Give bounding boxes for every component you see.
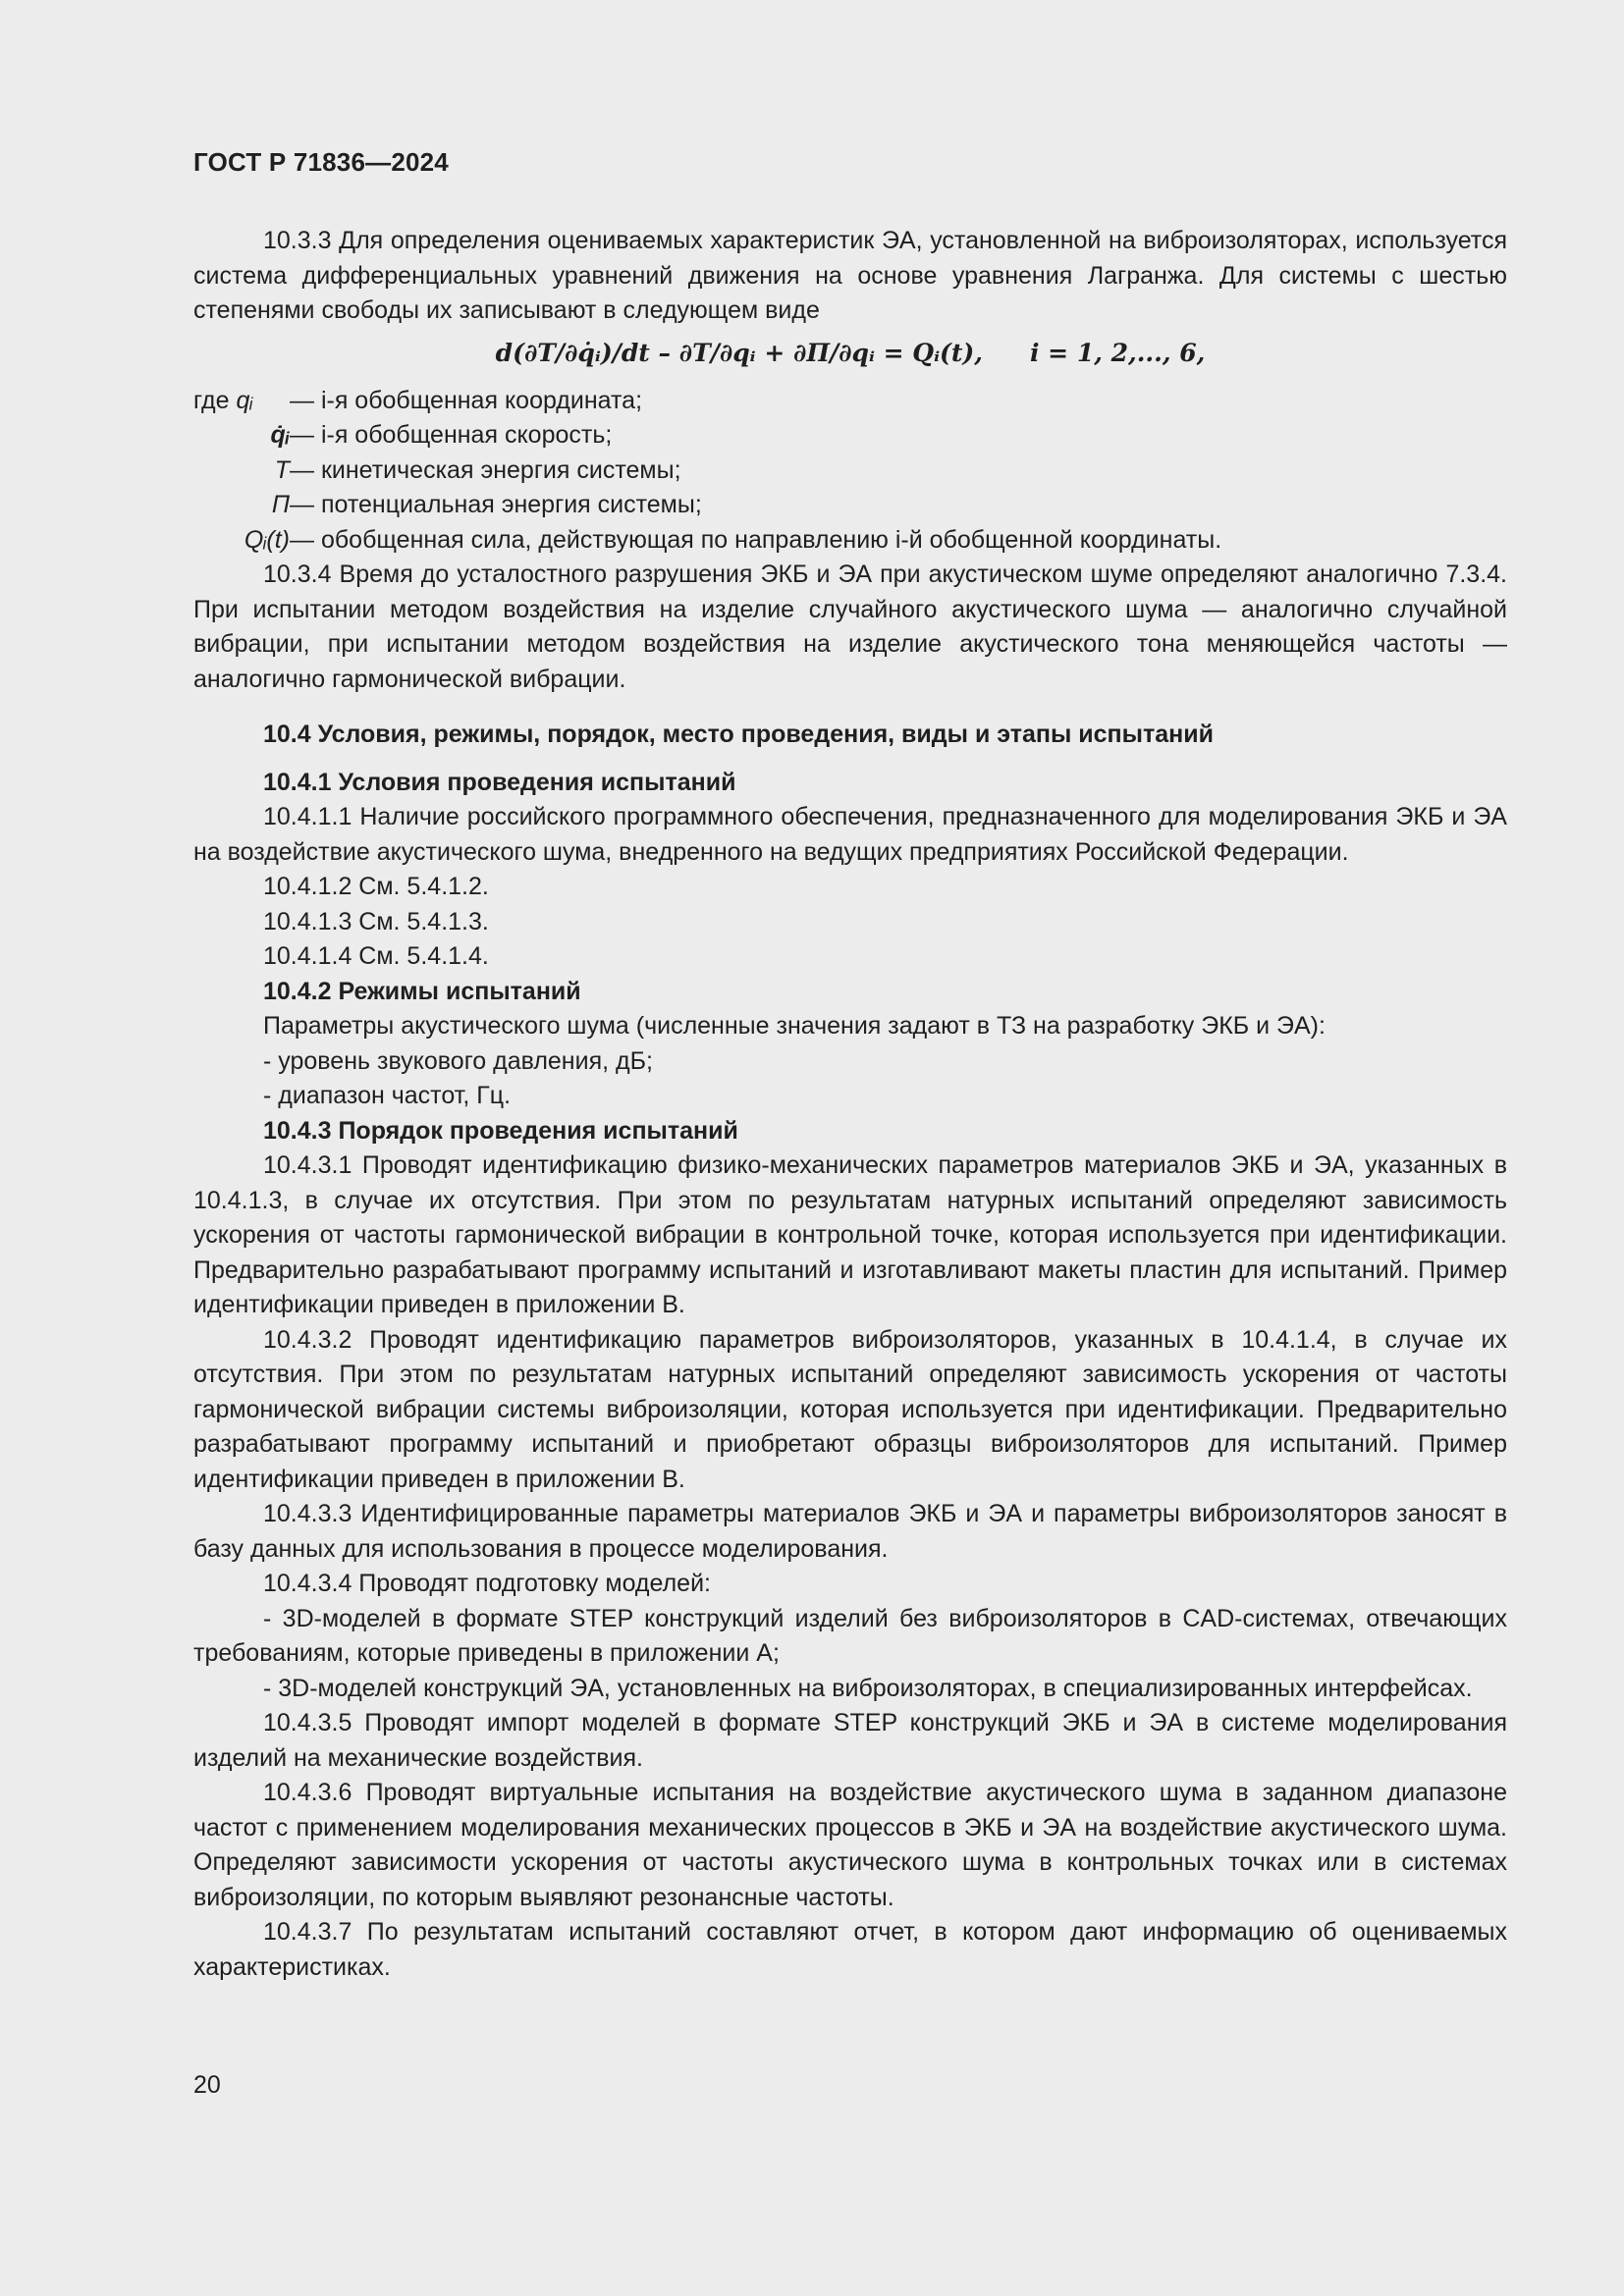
paragraph-10-4-1-4: 10.4.1.4 См. 5.4.1.4. <box>263 942 489 970</box>
definition-row <box>193 488 1507 523</box>
section-heading-10-4: 10.4 Условия, режимы, порядок, место проведения, виды и этапы испытаний <box>263 721 1214 748</box>
paragraph-10-4-3-4: 10.4.3.4 Проводят подготовку моделей: <box>263 1570 711 1597</box>
paragraph-10-4-3-5: 10.4.3.5 Проводят импорт моделей в формате STEP конструкций ЭКБ и ЭА в системе моделирования изделий на механические воздействия. <box>193 1709 1507 1772</box>
definition-symbol: q̇ᵢ <box>270 421 290 449</box>
paragraph-10-4-3-7: 10.4.3.7 По результатам испытаний составляют отчет, в котором дают информацию об оцениваемых характеристиках. <box>193 1918 1507 1981</box>
definition-row <box>193 418 1507 454</box>
definition-text: — i-я обобщенная координата; <box>290 386 643 414</box>
where-prefix: где <box>193 386 230 414</box>
list-item: - 3D-моделей в формате STEP конструкций изделий без виброизоляторов в CAD-системах, отвечающих требованиям, которые приведены в приложении А; <box>193 1604 1507 1667</box>
paragraph-10-4-3-2: 10.4.3.2 Проводят идентификацию параметров виброизоляторов, указанных в 10.4.1.4, в случае их отсутствия. При этом по результатам натурных испытаний определяют зависимость ускорения от частоты гармонической вибрации системы виброизоляции, которая используется при идентификации. Предварительно разрабатывают программу испытаний и приобретают образцы виброизоляторов для испытаний. Пример идентификации приведен в приложении В. <box>193 1325 1507 1493</box>
definition-text: — потенциальная энергия системы; <box>290 491 702 518</box>
list-item: - уровень звукового давления, дБ; <box>263 1046 653 1075</box>
symbol-definitions <box>193 384 1507 559</box>
paragraph-10-3-3: 10.3.3 Для определения оцениваемых характеристик ЭА, установленной на виброизоляторах, используется система дифференциальных уравнений движения на основе уравнения Лагранжа. Для системы с шестью степенями свободы их записывают в следующем виде <box>193 227 1507 324</box>
paragraph-10-4-3-6: 10.4.3.6 Проводят виртуальные испытания на воздействие акустического шума в заданном диапазоне частот с применением моделирования механических процессов в ЭКБ и ЭА на воздействие акустического шума. Определяют зависимости ускорения от частоты акустического шума в контрольных точках или в системах виброизоляции, по которым выявляют резонансные частоты. <box>193 1779 1507 1911</box>
definition-symbol: Qᵢ(t) <box>244 525 290 554</box>
paragraph-10-4-3-1: 10.4.3.1 Проводят идентификацию физико-механических параметров материалов ЭКБ и ЭА, указанных в 10.4.1.3, в случае их отсутствия. При этом по результатам натурных испытаний определяют зависимость ускорения от частоты гармонической вибрации в контрольной точке, которая используется при идентификации. Предварительно разрабатывают программу испытаний и изготавливают макеты пластин для испытаний. Пример идентификации приведен в приложении В. <box>193 1151 1507 1318</box>
paragraph-10-3-4: 10.3.4 Время до усталостного разрушения ЭКБ и ЭА при акустическом шуме определяют аналогично 7.3.4. При испытании методом воздействия на изделие случайного акустического шума — аналогично случайной вибрации, при испытании методом воздействия на изделие акустического тона меняющейся частоты — аналогично гармонической вибрации. <box>193 561 1507 693</box>
definition-symbol: qᵢ <box>236 386 253 414</box>
page-number: 20 <box>193 2071 221 2099</box>
definition-text: — обобщенная сила, действующая по направлению i-й обобщенной координаты. <box>290 525 1222 554</box>
definition-row <box>193 384 1507 419</box>
paragraph-10-4-1-1: 10.4.1.1 Наличие российского программного обеспечения, предназначенного для моделирования ЭКБ и ЭА на воздействие акустического шума, внедренного на ведущих предприятиях Российской Федерации. <box>193 803 1507 866</box>
list-item: - 3D-моделей конструкций ЭА, установленных на виброизоляторах, в специализированных интерфейсах. <box>263 1674 1473 1702</box>
list-item: - диапазон частот, Гц. <box>263 1082 512 1109</box>
formula-index: i = 1, 2,..., 6, <box>1029 338 1206 367</box>
document-header: ГОСТ Р 71836—2024 <box>193 147 449 177</box>
definition-row <box>193 523 1507 559</box>
subsection-heading-10-4-3: 10.4.3 Порядок проведения испытаний <box>263 1116 738 1145</box>
lagrange-equation <box>193 333 1507 374</box>
definition-text: — кинетическая энергия системы; <box>290 455 681 484</box>
formula-equation: d(∂T/∂q̇ᵢ)/dt – ∂T/∂qᵢ + ∂П/∂qᵢ = Qᵢ(t), <box>495 338 983 367</box>
paragraph-10-4-2-intro: Параметры акустического шума (численные значения задают в ТЗ на разработку ЭКБ и ЭА): <box>263 1012 1326 1040</box>
subsection-heading-10-4-2: 10.4.2 Режимы испытаний <box>263 977 581 1005</box>
definition-symbol: T <box>274 455 290 484</box>
paragraph-10-4-1-3: 10.4.1.3 См. 5.4.1.3. <box>263 907 489 935</box>
definition-row <box>193 454 1507 489</box>
document-body <box>193 224 1507 1985</box>
paragraph-10-4-1-2: 10.4.1.2 См. 5.4.1.2. <box>263 873 489 900</box>
definition-text: — i-я обобщенная скорость; <box>290 421 613 449</box>
paragraph-10-4-3-3: 10.4.3.3 Идентифицированные параметры материалов ЭКБ и ЭА и параметры виброизоляторов заносят в базу данных для использования в процессе моделирования. <box>193 1500 1507 1563</box>
subsection-heading-10-4-1: 10.4.1 Условия проведения испытаний <box>263 768 736 796</box>
definition-symbol: П <box>271 491 290 518</box>
